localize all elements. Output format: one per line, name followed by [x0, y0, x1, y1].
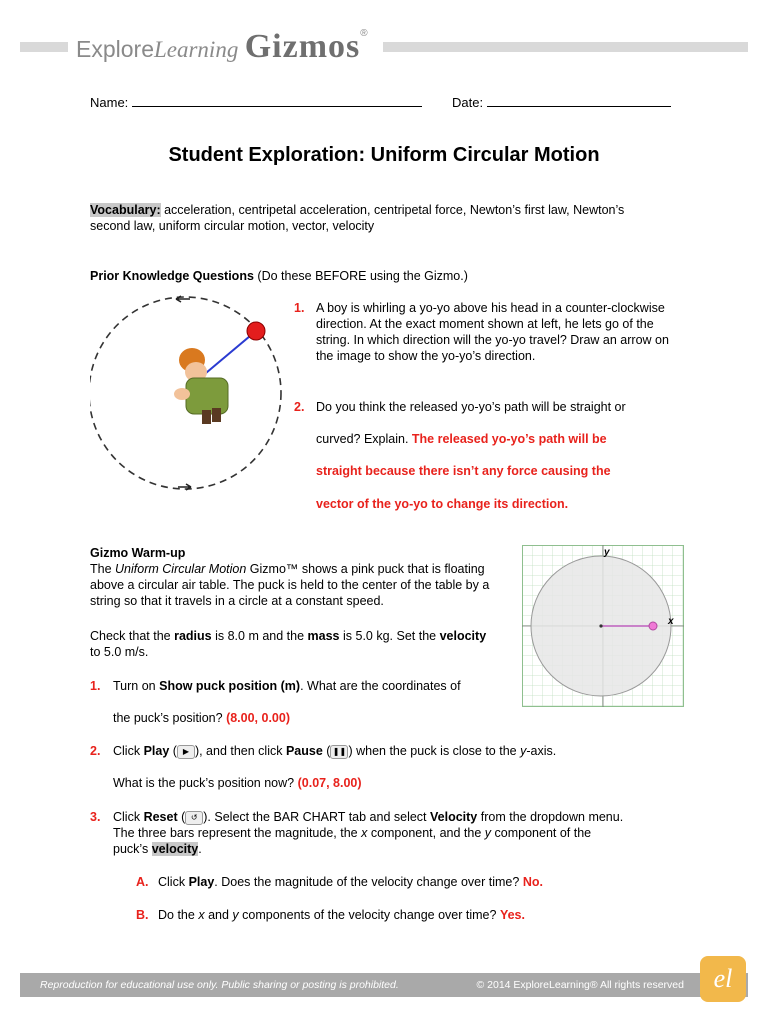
q2-text: Click Play ( ▶ ), and then click Pause ( ❚❚ ) when the puck is close to the y-axis. [113, 744, 557, 758]
qa-pre: Click [158, 875, 186, 889]
footer-right-text: © 2014 ExploreLearning® All rights reserved [476, 979, 684, 991]
date-label: Date: [452, 95, 484, 110]
q1-post: . What are the coordinates of [300, 679, 461, 693]
string-line [200, 331, 256, 378]
yoyo-illustration [90, 290, 290, 500]
prior-q2-answer-2: straight because there isn’t any force causing the [316, 464, 611, 478]
check-text-2: is 8.0 m and the [215, 629, 305, 643]
vocabulary-label: Vocabulary: [90, 203, 161, 217]
gizmo-air-table-graph [522, 545, 684, 707]
warmup-intro-italic: Uniform Circular Motion [115, 562, 247, 576]
qa-text [158, 874, 718, 890]
footer-bar [20, 973, 748, 997]
explorelearning-badge-icon: el [700, 956, 746, 1002]
pink-puck [649, 622, 657, 630]
qa-answer: No. [522, 875, 543, 889]
date-field[interactable] [452, 94, 671, 110]
logo-explore: Explore [76, 36, 154, 62]
prior-knowledge-heading [90, 268, 690, 284]
q1-question: the puck’s position? [113, 711, 223, 725]
check-radius: radius [174, 629, 212, 643]
qb-post: components of the velocity change over time? [242, 908, 497, 922]
name-field[interactable] [90, 94, 422, 110]
boy-figure [174, 348, 228, 424]
q3-velocity-bold: Velocity [430, 810, 478, 824]
q3-line1: Click Reset ( ↺ ). Select the BAR CHART tab and select Velocity from the dropdown menu. [113, 810, 624, 824]
logo-learning: Learning [153, 37, 239, 62]
pause-icon[interactable]: ❚❚ [330, 745, 348, 759]
yoyo-ball [247, 322, 265, 340]
qb-number: B. [136, 908, 149, 922]
qb-mid: and [208, 908, 229, 922]
check-velocity: velocity [439, 629, 487, 643]
q2-question: What is the puck’s position now? [113, 776, 295, 790]
check-text-4: to 5.0 m/s. [90, 645, 149, 659]
q3-line2 [113, 825, 703, 841]
prior-q2-line2 [316, 431, 607, 447]
qa-post: . Does the magnitude of the velocity change over time? [214, 875, 520, 889]
q2-post-b: -axis. [526, 744, 557, 758]
q2-number: 2. [90, 744, 101, 758]
warmup-check [90, 628, 490, 660]
name-label: Name: [90, 95, 129, 110]
prior-q1-text: A boy is whirling a yo-yo above his head in a counter-clockwise direction. At the exact moment shown at left, he lets go of the string. In which direction will the yo-yo travel? Draw an arrow on the image to show the yo-yo’s direction. [316, 301, 669, 363]
q3-x: x [361, 826, 368, 840]
q3-line3-text: puck’s [113, 842, 149, 856]
q2-answer: (0.07, 8.00) [297, 776, 362, 790]
play-icon[interactable]: ▶ [177, 745, 195, 759]
q1-number: 1. [90, 679, 101, 693]
q3-period: . [198, 842, 202, 856]
axis-label-x: x [668, 616, 674, 627]
center-dot [599, 624, 602, 627]
prior-q2-number: 2. [294, 400, 305, 414]
check-text-3: is 5.0 kg. Set the [343, 629, 437, 643]
q2-pre: Click [113, 744, 141, 758]
prior-heading-bold: Prior Knowledge Questions [90, 269, 254, 283]
logo-gizmos: Gizmos [244, 28, 361, 65]
qb-y: y [232, 908, 239, 922]
warmup-section [90, 545, 508, 609]
prior-q2-answer-1: The released yo-yo’s path will be [411, 432, 607, 446]
q1-pre: Turn on [113, 679, 156, 693]
q3-post: ). Select the BAR CHART tab and select [203, 810, 427, 824]
warmup-heading: Gizmo Warm-up [90, 546, 186, 560]
q2-pause-label: Pause [285, 744, 323, 758]
warmup-intro-pre: The [90, 562, 112, 576]
check-text-1: Check that the [90, 629, 171, 643]
q3-y: y [484, 826, 492, 840]
header-bar-right [383, 42, 748, 52]
q2-mid: ), and then click [194, 744, 283, 758]
q3-line2c: component of the [494, 826, 592, 840]
q3-line2b: component, and the [370, 826, 482, 840]
q2-y: y [520, 744, 527, 758]
q3-reset-label: Reset [143, 810, 178, 824]
q3-post2: from the dropdown menu. [480, 810, 624, 824]
header-bar-left [20, 42, 68, 52]
q3-velocity-highlight: velocity [151, 842, 199, 856]
q2-line2 [113, 775, 362, 791]
logo-registered: ® [360, 28, 368, 39]
qb-text [158, 907, 718, 923]
q3-line3 [113, 841, 202, 857]
qb-pre: Do the [158, 908, 195, 922]
prior-heading-note: (Do these BEFORE using the Gizmo.) [257, 269, 468, 283]
q3-number: 3. [90, 810, 101, 824]
explorelearning-logo [76, 28, 368, 66]
prior-q2-line1: Do you think the released yo-yo’s path will be straight or [316, 400, 626, 414]
prior-q1-number: 1. [294, 301, 305, 315]
q1-bold: Show puck position (m) [159, 679, 301, 693]
reset-icon[interactable]: ↺ [185, 811, 203, 825]
page-title: Student Exploration: Uniform Circular Motion [168, 144, 600, 166]
q1-line2 [113, 710, 290, 726]
prior-q2-answer-3: vector of the yo-yo to change its direction. [316, 497, 569, 511]
axis-label-y: y [604, 547, 610, 558]
warmup-intro-post: Gizmo™ shows a pink puck that is floating above a circular air table. The puck is held to the center of the table by a string so that it travels in a circle at a constant speed. [90, 562, 490, 608]
check-mass: mass [307, 629, 340, 643]
qb-x: x [198, 908, 205, 922]
q2-post-a: ) when the puck is close to the [348, 744, 517, 758]
q2-play-label: Play [143, 744, 170, 758]
qa-play: Play [188, 875, 215, 889]
prior-q2-explain: curved? Explain. [316, 432, 409, 446]
qa-number: A. [136, 875, 149, 889]
q1-answer: (8.00, 0.00) [226, 711, 290, 725]
q3-line2a: The three bars represent the magnitude, the [113, 826, 358, 840]
vocabulary-text: acceleration, centripetal acceleration, centripetal force, Newton’s first law, Newton’s second law, uniform circular motion, vector, velocity [90, 203, 625, 233]
vocabulary-paragraph [90, 202, 650, 234]
q3-pre: Click [113, 810, 141, 824]
bottom-arrow-icon [178, 484, 191, 490]
qb-answer: Yes. [499, 908, 525, 922]
q1-text [113, 678, 513, 694]
footer-left-text: Reproduction for educational use only. Public sharing or posting is prohibited. [40, 979, 399, 991]
